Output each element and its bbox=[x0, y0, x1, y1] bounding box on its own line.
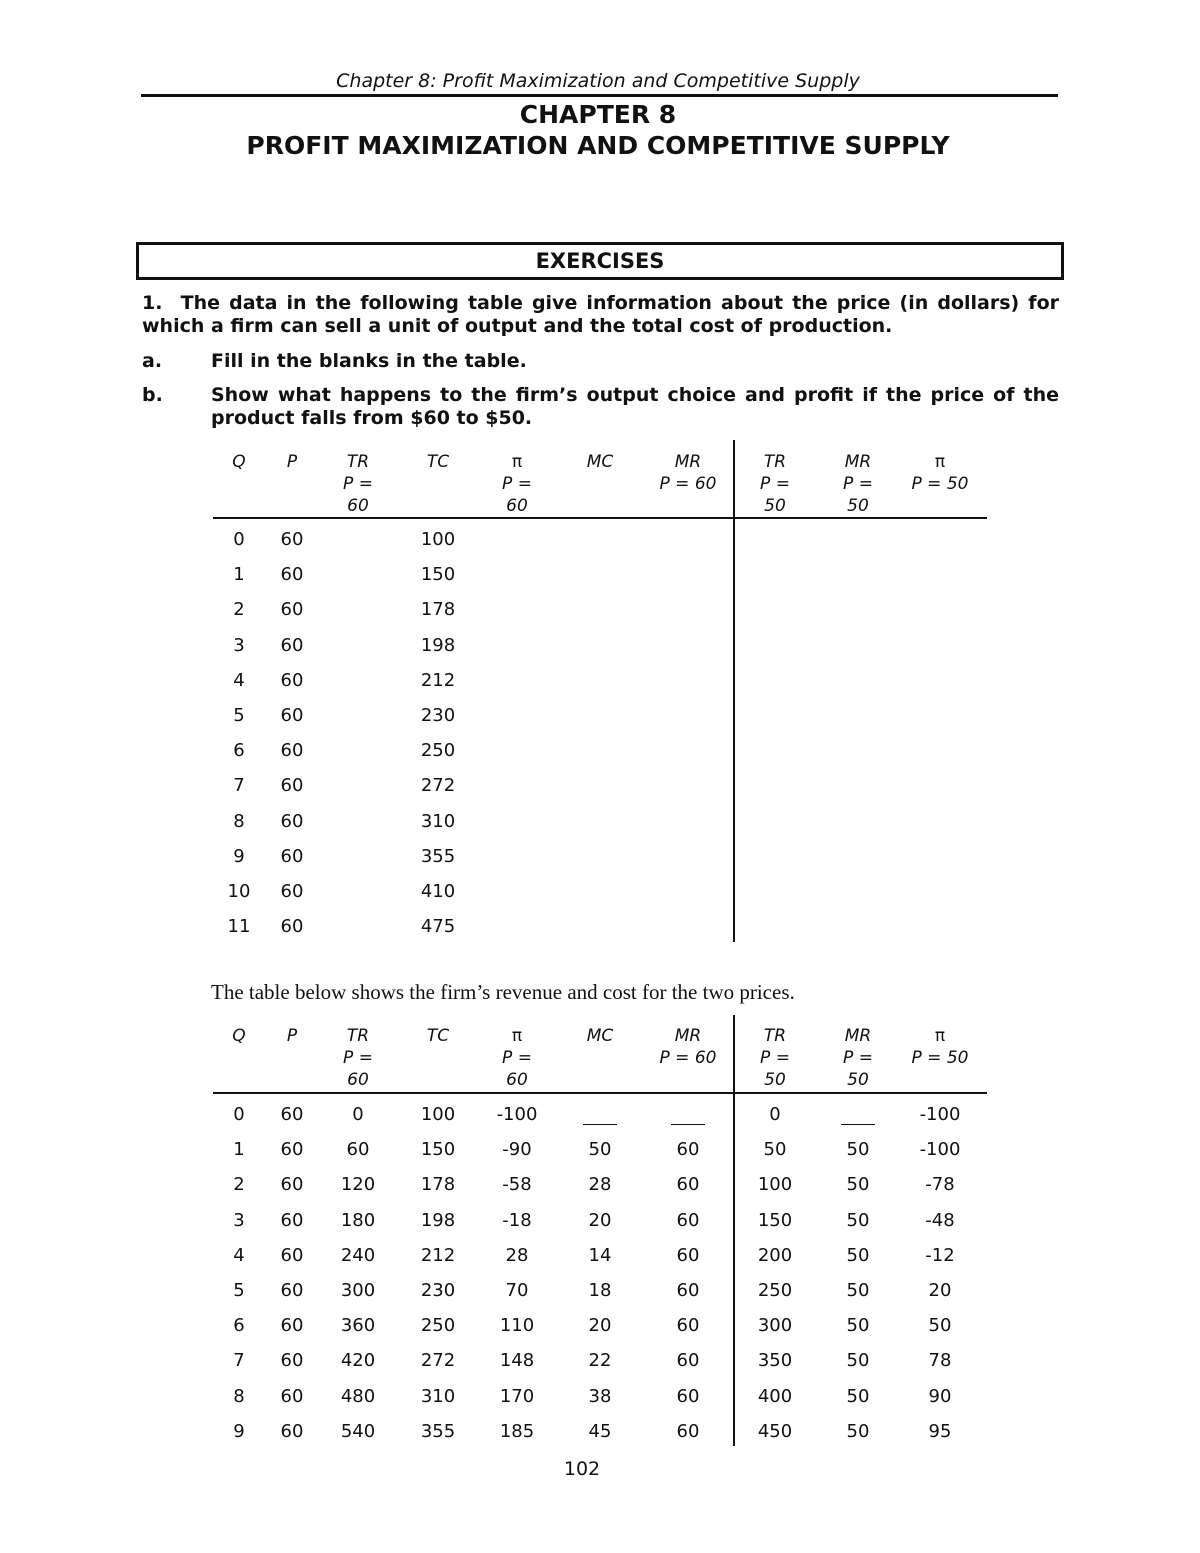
t2-cell-q: 1 bbox=[233, 1139, 245, 1161]
t1-cell-p: 60 bbox=[280, 599, 304, 621]
t2-cell-profit-60: -90 bbox=[502, 1139, 532, 1161]
t1-cell-q: 0 bbox=[233, 529, 245, 550]
t1-cell-tc: 100 bbox=[420, 529, 456, 550]
t2-cell-profit-60: 110 bbox=[499, 1315, 535, 1337]
t2-header-q bbox=[202, 1025, 276, 1091]
t1-header-profit-60-mid: P = bbox=[502, 474, 532, 494]
t2-cell-p: 60 bbox=[280, 1244, 304, 1266]
header-rule bbox=[141, 94, 1058, 97]
chapter-number: CHAPTER 8 bbox=[519, 100, 677, 129]
t2-cell-profit-60: 70 bbox=[505, 1280, 529, 1301]
t1-header-mc bbox=[563, 451, 637, 517]
t2-cell-q: 9 bbox=[233, 1420, 245, 1442]
t2-cell-tr-50: 150 bbox=[757, 1209, 793, 1231]
t1-cell-p: 60 bbox=[280, 529, 304, 550]
t2-header-tr-50 bbox=[738, 1025, 812, 1091]
t2-cell-mr-50: 50 bbox=[846, 1420, 870, 1442]
t2-column-divider bbox=[733, 1015, 735, 1446]
t2-cell-mr-60: 60 bbox=[676, 1209, 700, 1231]
t1-cell-tc: 178 bbox=[420, 599, 456, 621]
t2-header-tr-60-bot: 60 bbox=[347, 1070, 369, 1090]
t2-cell-tc: 212 bbox=[420, 1244, 456, 1266]
t2-header-profit-50-bot bbox=[903, 1069, 977, 1091]
t2-cell-tc: 178 bbox=[420, 1174, 456, 1196]
t2-cell-mr-60: 60 bbox=[676, 1350, 700, 1372]
t2-cell-mr-60: 60 bbox=[676, 1315, 700, 1337]
t1-header-mr-50-bot: 50 bbox=[847, 496, 869, 516]
t2-cell-mc: 20 bbox=[588, 1209, 612, 1231]
t2-cell-tc: 230 bbox=[420, 1280, 456, 1301]
t1-header-profit-50-mid: P = 50 bbox=[911, 474, 969, 494]
t2-cell-mc: 14 bbox=[588, 1244, 612, 1266]
t2-header-profit-60 bbox=[480, 1025, 554, 1091]
t2-cell-profit-60: 185 bbox=[499, 1420, 535, 1442]
t2-header-mc-top: MC bbox=[586, 1026, 614, 1046]
t2-header-mr-50-top: MR bbox=[844, 1026, 872, 1046]
t1-column-divider bbox=[733, 440, 735, 942]
t2-header-mr-60 bbox=[651, 1025, 725, 1091]
t2-cell-tr-60: 60 bbox=[346, 1139, 370, 1161]
t1-header-mr-60-top: MR bbox=[674, 452, 702, 472]
t1-cell-tc: 355 bbox=[420, 845, 456, 867]
t1-cell-p: 60 bbox=[280, 564, 304, 586]
t1-header-p-mid bbox=[255, 473, 329, 495]
t1-header-profit-50-bot bbox=[903, 495, 977, 517]
t1-header-mr-60-mid: P = 60 bbox=[659, 474, 717, 494]
t2-cell-q: 8 bbox=[233, 1385, 245, 1407]
t1-header-tr-50-mid: P = bbox=[760, 474, 790, 494]
t2-cell-profit-60: -100 bbox=[496, 1104, 538, 1125]
t1-cell-q: 8 bbox=[233, 810, 245, 832]
t1-header-tc-bot bbox=[401, 495, 475, 517]
t2-header-q-top: Q bbox=[232, 1026, 246, 1046]
t1-header-tr-50 bbox=[738, 451, 812, 517]
t2-cell-profit-50: 95 bbox=[928, 1420, 952, 1442]
t2-cell-p: 60 bbox=[280, 1385, 304, 1407]
t2-cell-mc: 45 bbox=[588, 1420, 612, 1442]
t1-cell-p: 60 bbox=[280, 634, 304, 656]
t2-cell-mr-50: 50 bbox=[846, 1139, 870, 1161]
t2-cell-profit-50: 20 bbox=[928, 1280, 952, 1301]
t2-header-mr-50-mid: P = bbox=[843, 1048, 873, 1068]
t2-header-tr-60-mid: P = bbox=[343, 1048, 373, 1068]
t2-cell-q: 3 bbox=[233, 1209, 245, 1231]
t2-cell-tc: 310 bbox=[420, 1385, 456, 1407]
t1-header-mr-50 bbox=[821, 451, 895, 517]
t2-header-tc-top: TC bbox=[426, 1026, 450, 1046]
question-text: The data in the following table give information about the price (in dollars) for which a firm can sell a unit of output and the total cost of production. bbox=[142, 292, 1059, 337]
t2-cell-tr-60: 360 bbox=[340, 1315, 376, 1337]
t2-cell-q: 6 bbox=[233, 1315, 245, 1337]
t2-cell-tc: 150 bbox=[420, 1139, 456, 1161]
t2-cell-q: 0 bbox=[233, 1104, 245, 1125]
t1-header-q-mid bbox=[202, 473, 276, 495]
t2-cell-mr-60: 60 bbox=[676, 1139, 700, 1161]
t2-blank-cell bbox=[841, 1124, 875, 1125]
t2-header-mc-bot bbox=[563, 1069, 637, 1091]
t1-cell-tc: 230 bbox=[420, 705, 456, 726]
t2-cell-profit-50: -100 bbox=[919, 1104, 961, 1125]
t2-header-tc bbox=[401, 1025, 475, 1091]
answer-intro: The table below shows the firm’s revenue and cost for the two prices. bbox=[211, 980, 795, 1004]
part-b-text: Show what happens to the firm’s output choice and profit if the price of the product falls from $60 to $50. bbox=[211, 384, 1059, 429]
t2-cell-tr-50: 100 bbox=[757, 1174, 793, 1196]
t2-cell-tr-50: 350 bbox=[757, 1350, 793, 1372]
t2-cell-mr-50: 50 bbox=[846, 1350, 870, 1372]
t1-cell-tc: 310 bbox=[420, 810, 456, 832]
t2-cell-profit-50: -12 bbox=[925, 1244, 955, 1266]
t1-cell-p: 60 bbox=[280, 740, 304, 762]
t2-cell-mr-50: 50 bbox=[846, 1209, 870, 1231]
t2-cell-mc: 28 bbox=[588, 1174, 612, 1196]
t2-header-mc bbox=[563, 1025, 637, 1091]
t2-cell-tr-60: 300 bbox=[340, 1280, 376, 1301]
t2-cell-tr-50: 400 bbox=[757, 1385, 793, 1407]
t1-header-mc-bot bbox=[563, 495, 637, 517]
t2-cell-tr-60: 120 bbox=[340, 1174, 376, 1196]
t1-header-mr-50-top: MR bbox=[844, 452, 872, 472]
t1-cell-tc: 475 bbox=[420, 916, 456, 938]
t2-cell-profit-60: 170 bbox=[499, 1385, 535, 1407]
t1-cell-q: 3 bbox=[233, 634, 245, 656]
t1-cell-p: 60 bbox=[280, 916, 304, 938]
t1-header-q-bot bbox=[202, 495, 276, 517]
t2-header-tr-60 bbox=[321, 1025, 395, 1091]
t1-header-tr-50-top: TR bbox=[763, 452, 787, 472]
t2-header-q-bot bbox=[202, 1069, 276, 1091]
t1-cell-q: 4 bbox=[233, 669, 245, 691]
t2-cell-mr-50: 50 bbox=[846, 1385, 870, 1407]
t2-blank-cell bbox=[583, 1124, 617, 1125]
t1-cell-q: 1 bbox=[233, 564, 245, 586]
t2-header-profit-50-top: π bbox=[934, 1026, 946, 1046]
t1-header-tr-50-bot: 50 bbox=[764, 496, 786, 516]
t2-header-p-bot bbox=[255, 1069, 329, 1091]
t2-cell-profit-50: -78 bbox=[925, 1174, 955, 1196]
t1-cell-q: 5 bbox=[233, 705, 245, 726]
t1-cell-q: 7 bbox=[233, 775, 245, 797]
t2-header-tr-50-mid: P = bbox=[760, 1048, 790, 1068]
t2-cell-tr-50: 300 bbox=[757, 1315, 793, 1337]
t2-header-profit-60-bot: 60 bbox=[506, 1070, 528, 1090]
t1-cell-q: 6 bbox=[233, 740, 245, 762]
t1-cell-p: 60 bbox=[280, 810, 304, 832]
t2-cell-p: 60 bbox=[280, 1350, 304, 1372]
t2-header-tr-60-top: TR bbox=[346, 1026, 370, 1046]
t2-cell-mr-50: 50 bbox=[846, 1280, 870, 1301]
t1-header-tr-60 bbox=[321, 451, 395, 517]
t1-cell-p: 60 bbox=[280, 881, 304, 902]
t2-cell-mr-60: 60 bbox=[676, 1280, 700, 1301]
t1-header-mr-50-mid: P = bbox=[843, 474, 873, 494]
t1-header-profit-60-top: π bbox=[511, 452, 523, 472]
exercises-heading: EXERCISES bbox=[136, 242, 1064, 280]
part-a-label: a. bbox=[142, 350, 163, 372]
t2-cell-tr-60: 540 bbox=[340, 1420, 376, 1442]
t2-cell-p: 60 bbox=[280, 1139, 304, 1161]
t2-cell-mr-50: 50 bbox=[846, 1174, 870, 1196]
t2-cell-tc: 198 bbox=[420, 1209, 456, 1231]
t2-cell-tr-50: 250 bbox=[757, 1280, 793, 1301]
t2-cell-tr-50: 200 bbox=[757, 1244, 793, 1266]
t2-header-tc-mid bbox=[401, 1047, 475, 1069]
t1-header-mc-top: MC bbox=[586, 452, 614, 472]
t1-header-p-top: P bbox=[286, 452, 298, 472]
t2-blank-cell bbox=[671, 1124, 705, 1125]
part-a-text: Fill in the blanks in the table. bbox=[211, 350, 527, 372]
t2-cell-tc: 355 bbox=[420, 1420, 456, 1442]
t2-header-profit-50 bbox=[903, 1025, 977, 1091]
t2-cell-tc: 250 bbox=[420, 1315, 456, 1337]
t2-cell-p: 60 bbox=[280, 1420, 304, 1442]
t2-cell-profit-50: 90 bbox=[928, 1385, 952, 1407]
question-1 bbox=[142, 292, 1059, 338]
part-b-label: b. bbox=[142, 384, 163, 406]
t2-cell-mr-50: 50 bbox=[846, 1244, 870, 1266]
t2-cell-tc: 100 bbox=[420, 1104, 456, 1125]
t2-cell-profit-60: -58 bbox=[502, 1174, 532, 1196]
t2-cell-profit-60: 28 bbox=[505, 1244, 529, 1266]
t1-cell-tc: 212 bbox=[420, 669, 456, 691]
t1-header-p bbox=[255, 451, 329, 517]
t2-cell-q: 4 bbox=[233, 1244, 245, 1266]
t2-cell-profit-50: 50 bbox=[928, 1315, 952, 1337]
t2-cell-mc: 20 bbox=[588, 1315, 612, 1337]
t2-cell-mc: 22 bbox=[588, 1350, 612, 1372]
t1-cell-tc: 272 bbox=[420, 775, 456, 797]
t1-header-q bbox=[202, 451, 276, 517]
t2-cell-mr-60: 60 bbox=[676, 1420, 700, 1442]
t1-cell-p: 60 bbox=[280, 705, 304, 726]
t2-cell-tc: 272 bbox=[420, 1350, 456, 1372]
t2-cell-profit-50: 78 bbox=[928, 1350, 952, 1372]
t2-cell-mr-50: 50 bbox=[846, 1315, 870, 1337]
t2-header-tr-50-top: TR bbox=[763, 1026, 787, 1046]
question-number: 1. bbox=[142, 292, 163, 314]
t2-cell-tr-60: 420 bbox=[340, 1350, 376, 1372]
t2-cell-mr-60: 60 bbox=[676, 1385, 700, 1407]
running-head: Chapter 8: Profit Maximization and Competitive Supply bbox=[336, 70, 860, 92]
t2-cell-mr-60: 60 bbox=[676, 1244, 700, 1266]
t2-cell-q: 5 bbox=[233, 1280, 245, 1301]
t2-cell-tr-60: 240 bbox=[340, 1244, 376, 1266]
chapter-title: PROFIT MAXIMIZATION AND COMPETITIVE SUPPLY bbox=[246, 131, 950, 160]
t1-header-tc bbox=[401, 451, 475, 517]
t2-cell-tr-60: 480 bbox=[340, 1385, 376, 1407]
t2-cell-profit-60: 148 bbox=[499, 1350, 535, 1372]
t2-header-p-mid bbox=[255, 1047, 329, 1069]
t2-header-tr-50-bot: 50 bbox=[764, 1070, 786, 1090]
t2-header-profit-60-top: π bbox=[511, 1026, 523, 1046]
t1-cell-tc: 198 bbox=[420, 634, 456, 656]
t1-cell-p: 60 bbox=[280, 845, 304, 867]
t1-header-profit-60-bot: 60 bbox=[506, 496, 528, 516]
t2-cell-mr-60: 60 bbox=[676, 1174, 700, 1196]
t1-header-p-bot bbox=[255, 495, 329, 517]
t1-header-tc-mid bbox=[401, 473, 475, 495]
t2-header-mr-60-top: MR bbox=[674, 1026, 702, 1046]
t2-cell-profit-50: -48 bbox=[925, 1209, 955, 1231]
t1-header-q-top: Q bbox=[232, 452, 246, 472]
t2-header-tc-bot bbox=[401, 1069, 475, 1091]
t1-cell-q: 10 bbox=[227, 881, 251, 902]
t1-cell-tc: 250 bbox=[420, 740, 456, 762]
t1-cell-tc: 410 bbox=[420, 881, 456, 902]
t2-cell-mc: 18 bbox=[588, 1280, 612, 1301]
t2-header-profit-50-mid: P = 50 bbox=[911, 1048, 969, 1068]
t1-header-mc-mid bbox=[563, 473, 637, 495]
t2-cell-tr-50: 0 bbox=[769, 1104, 781, 1125]
t1-header-profit-50-top: π bbox=[934, 452, 946, 472]
t2-header-p-top: P bbox=[286, 1026, 298, 1046]
t1-header-mr-60-bot bbox=[651, 495, 725, 517]
t2-cell-tr-50: 450 bbox=[757, 1420, 793, 1442]
t2-cell-profit-60: -18 bbox=[502, 1209, 532, 1231]
t2-cell-p: 60 bbox=[280, 1315, 304, 1337]
t2-cell-tr-50: 50 bbox=[763, 1139, 787, 1161]
t2-cell-q: 2 bbox=[233, 1174, 245, 1196]
t2-cell-mc: 38 bbox=[588, 1385, 612, 1407]
t1-cell-q: 9 bbox=[233, 845, 245, 867]
t1-header-rule bbox=[213, 517, 987, 519]
t1-header-tr-60-mid: P = bbox=[343, 474, 373, 494]
t2-cell-p: 60 bbox=[280, 1104, 304, 1125]
t1-cell-p: 60 bbox=[280, 669, 304, 691]
t2-cell-q: 7 bbox=[233, 1350, 245, 1372]
t2-cell-profit-50: -100 bbox=[919, 1139, 961, 1161]
t2-header-mr-60-mid: P = 60 bbox=[659, 1048, 717, 1068]
t1-cell-q: 11 bbox=[227, 916, 251, 938]
t2-cell-p: 60 bbox=[280, 1209, 304, 1231]
t1-cell-tc: 150 bbox=[420, 564, 456, 586]
t1-header-tr-60-bot: 60 bbox=[347, 496, 369, 516]
t2-header-q-mid bbox=[202, 1047, 276, 1069]
t2-header-mc-mid bbox=[563, 1047, 637, 1069]
t1-cell-q: 2 bbox=[233, 599, 245, 621]
t2-cell-tr-60: 180 bbox=[340, 1209, 376, 1231]
t2-cell-p: 60 bbox=[280, 1280, 304, 1301]
t1-header-mr-60 bbox=[651, 451, 725, 517]
t2-header-profit-60-mid: P = bbox=[502, 1048, 532, 1068]
t1-header-profit-50 bbox=[903, 451, 977, 517]
t2-header-rule bbox=[213, 1092, 987, 1094]
t2-cell-tr-60: 0 bbox=[352, 1104, 364, 1125]
t1-header-tr-60-top: TR bbox=[346, 452, 370, 472]
page-number: 102 bbox=[563, 1458, 601, 1480]
t1-header-profit-60 bbox=[480, 451, 554, 517]
t2-cell-mc: 50 bbox=[588, 1139, 612, 1161]
t2-header-p bbox=[255, 1025, 329, 1091]
t1-cell-p: 60 bbox=[280, 775, 304, 797]
t2-header-mr-50 bbox=[821, 1025, 895, 1091]
t2-cell-p: 60 bbox=[280, 1174, 304, 1196]
t2-header-mr-60-bot bbox=[651, 1069, 725, 1091]
t1-header-tc-top: TC bbox=[426, 452, 450, 472]
t2-header-mr-50-bot: 50 bbox=[847, 1070, 869, 1090]
